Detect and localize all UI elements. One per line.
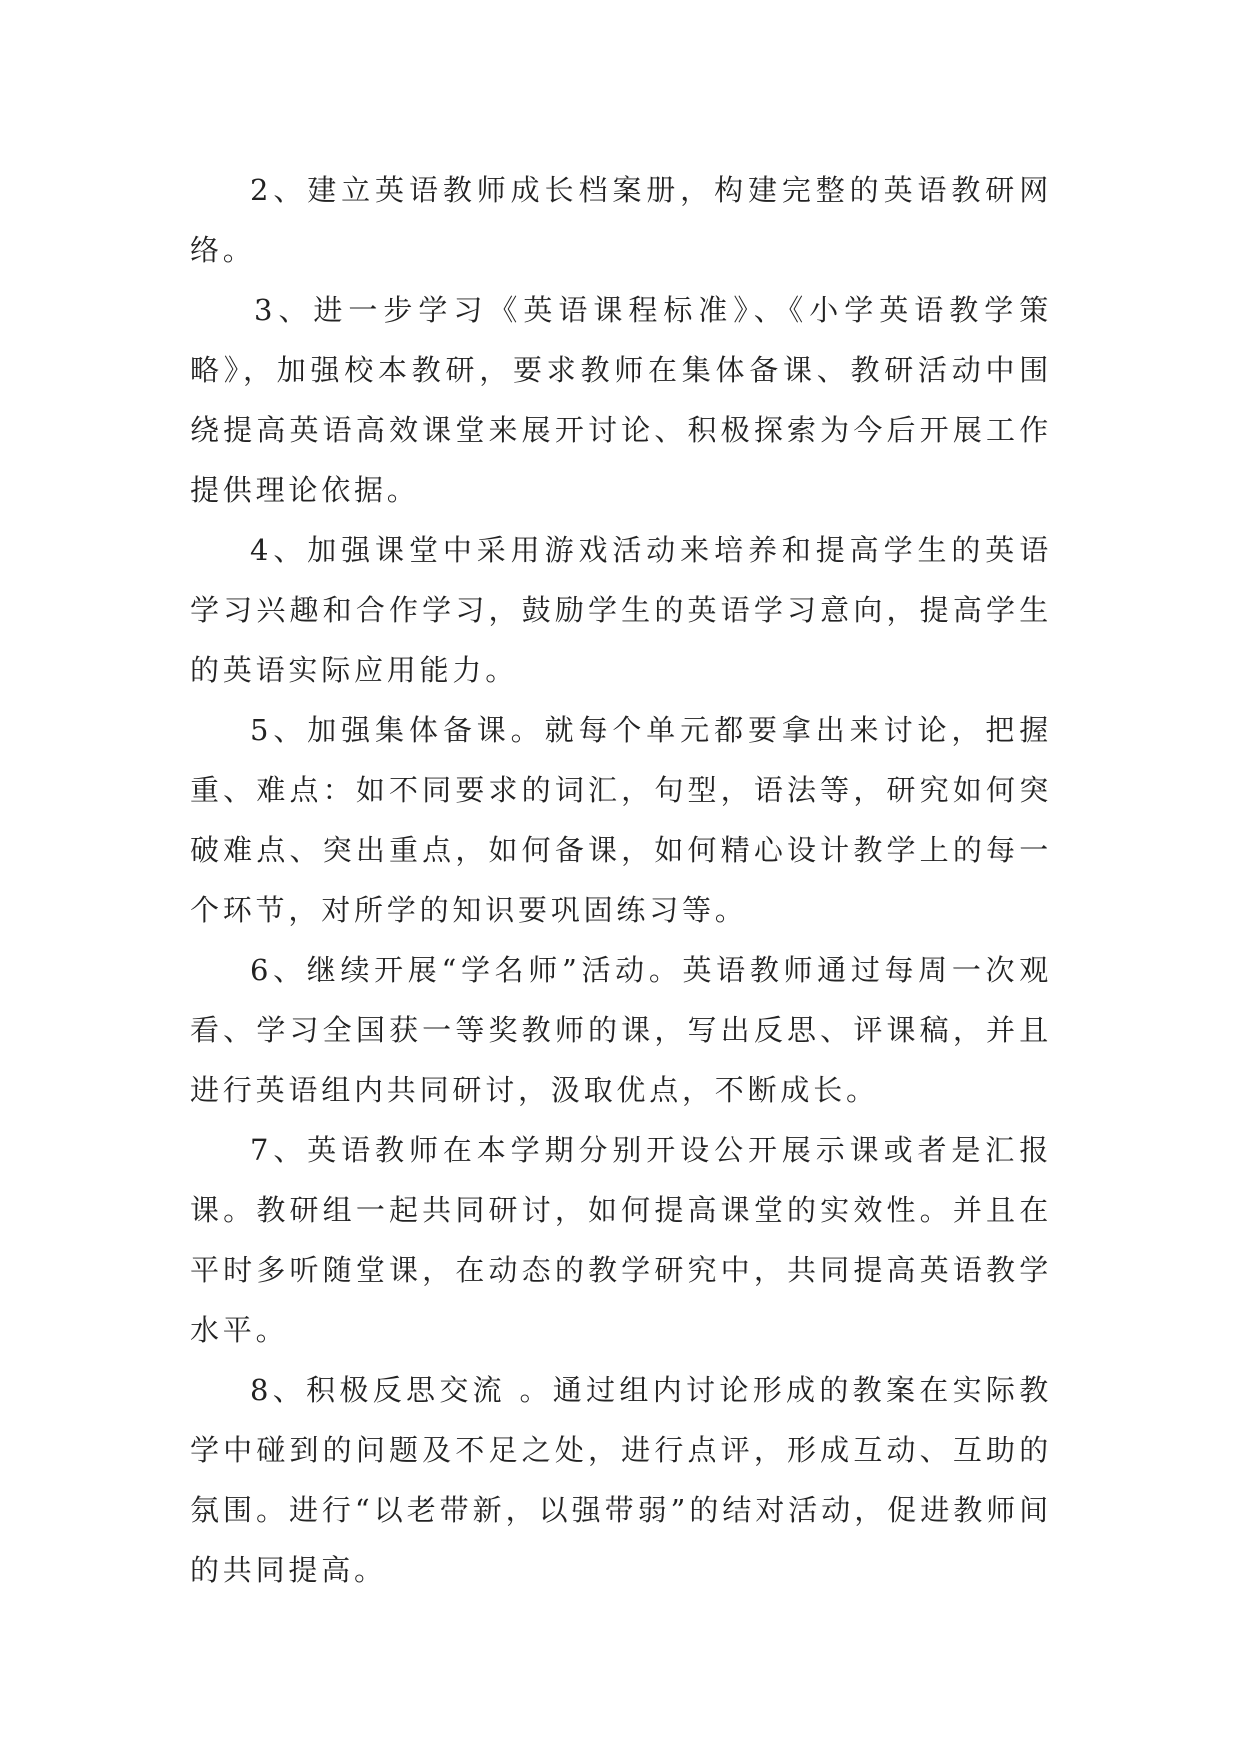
document-body [190, 160, 1052, 1600]
paragraph-item-4: 4、加强课堂中采用游戏活动来培养和提高学生的英语学习兴趣和合作学习，鼓励学生的英语学习意向，提高学生的英语实际应用能力。 [190, 533, 1052, 687]
paragraph-item-3: 3、进一步学习《英语课程标准》、《小学英语教学策略》，加强校本教研，要求教师在集体备课、教研活动中围绕提高英语高效课堂来展开讨论、积极探索为今后开展工作提供理论依据。 [190, 293, 1052, 507]
paragraph-item-7: 7、英语教师在本学期分别开设公开展示课或者是汇报课。教研组一起共同研讨，如何提高课堂的实效性。并且在平时多听随堂课，在动态的教学研究中，共同提高英语教学水平。 [190, 1133, 1052, 1347]
paragraph-item-5: 5、加强集体备课。就每个单元都要拿出来讨论，把握重、难点：如不同要求的词汇，句型，语法等，研究如何突破难点、突出重点，如何备课，如何精心设计教学上的每一个环节，对所学的知识要巩固练习等。 [190, 713, 1052, 927]
paragraph-item-6: 6、继续开展“学名师”活动。英语教师通过每周一次观看、学习全国获一等奖教师的课，写出反思、评课稿，并且进行英语组内共同研讨，汲取优点，不断成长。 [190, 953, 1052, 1107]
paragraph-item-8: 8、积极反思交流 。通过组内讨论形成的教案在实际教学中碰到的问题及不足之处，进行点评，形成互动、互助的氛围。进行“以老带新，以强带弱”的结对活动，促进教师间的共同提高。 [190, 1373, 1052, 1587]
paragraph-item-2: 2、建立英语教师成长档案册，构建完整的英语教研网络。 [190, 173, 1052, 267]
